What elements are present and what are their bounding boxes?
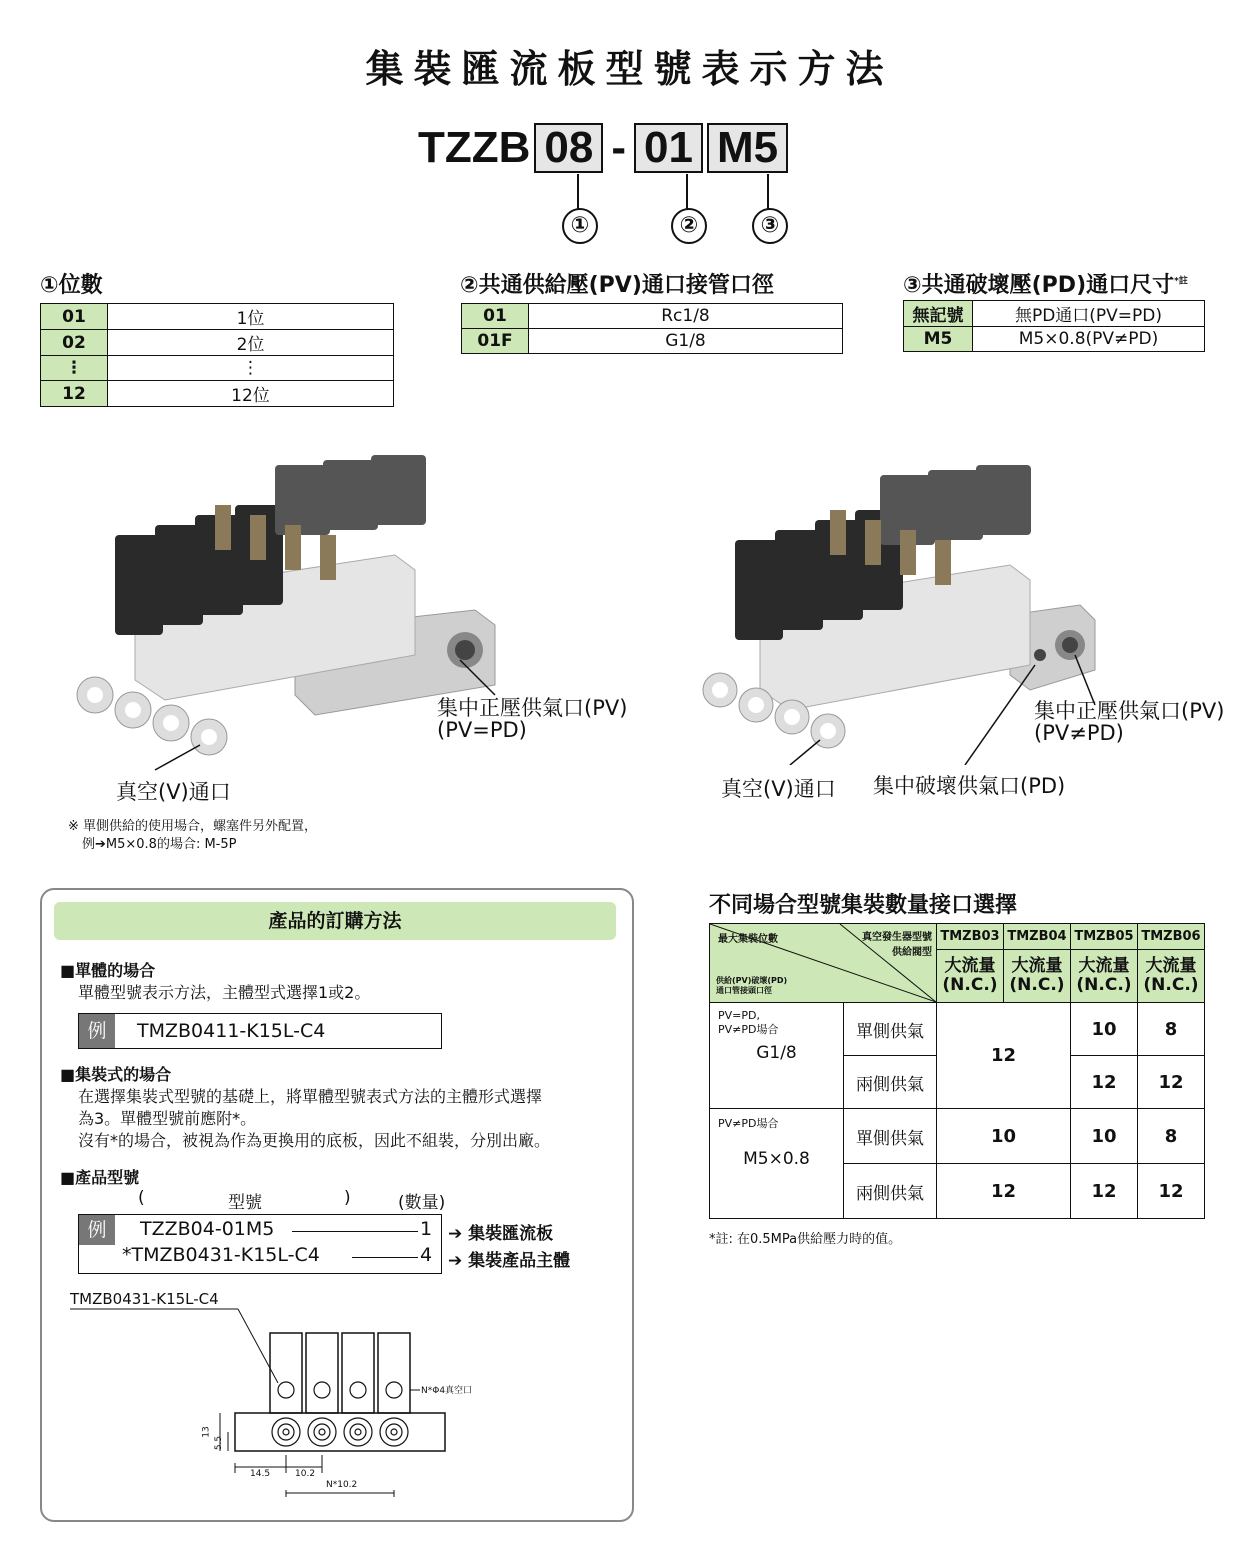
photo1-pv-text: 集中正壓供氣口(PV) xyxy=(437,696,628,720)
g2-double-06: 12 xyxy=(1138,1164,1205,1219)
model-part2-box: 01 xyxy=(634,123,703,173)
g1-cond1: PV=PD, xyxy=(718,1009,760,1022)
g2-cond: PV≠PD場合 xyxy=(718,1117,779,1130)
table-row xyxy=(41,304,394,330)
table-row xyxy=(904,327,1205,352)
selection-table xyxy=(709,923,1205,1219)
h-model-05: TMZB05 xyxy=(1071,924,1138,950)
g2-double-05: 12 xyxy=(1071,1164,1138,1219)
g2-size: M5×0.8 xyxy=(743,1149,810,1169)
flow-text: 大流量 xyxy=(1145,956,1197,977)
cell: ⋮ xyxy=(108,356,394,381)
section3-table xyxy=(903,300,1205,352)
nc-text: (N.C.) xyxy=(1009,975,1065,996)
photo2-pv-text: 集中正壓供氣口(PV) xyxy=(1034,699,1225,723)
col-model: 型號 xyxy=(228,1193,262,1213)
photo1-pv-label xyxy=(437,697,627,741)
order-s2-line1: 在選擇集裝式型號的基礎上，將單體型號表式方法的主體形式選擇 xyxy=(78,1087,543,1106)
section3-note-mark: *註 xyxy=(1174,276,1188,287)
cell: 02 xyxy=(41,330,108,356)
flow-06 xyxy=(1138,950,1205,1003)
col-open: ( xyxy=(138,1188,145,1208)
g1-double-05: 12 xyxy=(1071,1056,1138,1109)
table-row xyxy=(462,304,843,329)
order-s1-text: 單體型號表示方法，主體型式選擇1或2。 xyxy=(78,983,371,1002)
g2-single-0304: 10 xyxy=(937,1109,1071,1164)
photo2-vac-label: 真空(V)通口 xyxy=(721,777,836,801)
flow-text: 大流量 xyxy=(1078,956,1130,977)
h-model-04: TMZB04 xyxy=(1004,924,1071,950)
flow-03 xyxy=(937,950,1004,1003)
ex-row2-arrow: ➔ 集裝產品主體 xyxy=(448,1251,571,1271)
circle-2: ② xyxy=(671,208,707,244)
g1-single-06: 8 xyxy=(1138,1003,1205,1056)
g2-double-0304: 12 xyxy=(937,1164,1071,1219)
model-prefix: TZZB xyxy=(418,123,531,172)
technical-drawing xyxy=(70,1305,490,1505)
g1-double: 兩側供氣 xyxy=(844,1056,937,1109)
cell: 12 xyxy=(41,381,108,407)
drawing-label: TMZB0431-K15L-C4 xyxy=(70,1290,219,1308)
model-code xyxy=(418,122,788,174)
circle-3: ③ xyxy=(752,208,788,244)
order-s2-text xyxy=(78,1086,550,1152)
dim-5-5: 5.5 xyxy=(214,1435,225,1451)
cell: 01F xyxy=(462,329,529,354)
circle-1: ① xyxy=(562,208,598,244)
g1-cond-cell xyxy=(710,1003,844,1109)
photo1-vac-label: 真空(V)通口 xyxy=(116,780,231,804)
dim-vac-port: N*Φ4真空口 xyxy=(421,1386,473,1396)
page-title: 集裝匯流板型號表示方法 xyxy=(365,47,894,91)
flow-text: 大流量 xyxy=(944,956,996,977)
cell: 01 xyxy=(462,304,529,329)
example-label: 例 xyxy=(79,1014,115,1048)
table-row xyxy=(710,1109,1205,1164)
sel-note: *註: 在0.5MPa供給壓力時的值。 xyxy=(709,1232,902,1247)
h-valve-text: 供給閥型 xyxy=(892,947,932,958)
table-row xyxy=(41,356,394,381)
photo2-pd-label: 集中破壞供氣口(PD) xyxy=(873,774,1066,798)
table-row xyxy=(710,1003,1205,1056)
g2-single-06: 8 xyxy=(1138,1109,1205,1164)
ex-row1-line xyxy=(292,1231,418,1232)
h-model-03: TMZB03 xyxy=(937,924,1004,950)
flow-05 xyxy=(1071,950,1138,1003)
model-part1-box: 08 xyxy=(534,123,603,173)
ex-row1-qty: 1 xyxy=(420,1218,433,1240)
model-dash: - xyxy=(611,123,627,172)
g2-double: 兩側供氣 xyxy=(844,1164,937,1219)
flow-text: 大流量 xyxy=(1011,956,1063,977)
order-s2-line3: 沒有*的場合，被視為作為更換用的底板，因此不組裝，分別出廠。 xyxy=(78,1131,551,1150)
dim-13: 13 xyxy=(201,1426,212,1438)
photo2-pv-sub: (PV≠PD) xyxy=(1034,721,1124,745)
h-gen-text: 真空發生器型號 xyxy=(862,932,932,943)
h-max: 最大集裝位數 xyxy=(718,934,778,945)
g1-cond xyxy=(710,1003,843,1037)
ex-row2-model: *TMZB0431-K15L-C4 xyxy=(122,1244,320,1266)
g1-single: 單側供氣 xyxy=(844,1003,937,1056)
ex-row2-line xyxy=(352,1257,418,1258)
ex-row1-model: TZZB04-01M5 xyxy=(140,1218,275,1240)
cell: M5×0.8(PV≠PD) xyxy=(973,327,1205,352)
order-header: 產品的訂購方法 xyxy=(54,902,616,940)
table-row xyxy=(41,381,394,407)
g2-cond-cell xyxy=(710,1109,844,1219)
table-row xyxy=(710,924,1205,950)
cell: Rc1/8 xyxy=(529,304,843,329)
g2-single-05: 10 xyxy=(1071,1109,1138,1164)
cell: 2位 xyxy=(108,330,394,356)
g1-size: G1/8 xyxy=(756,1043,797,1063)
sel-corner-cell xyxy=(710,924,937,1003)
dim-14-5: 14.5 xyxy=(250,1469,271,1479)
h-port xyxy=(716,976,787,996)
model-part3-box: M5 xyxy=(707,123,788,173)
h-model-06: TMZB06 xyxy=(1138,924,1205,950)
cell: 無記號 xyxy=(904,301,973,327)
cell: G1/8 xyxy=(529,329,843,354)
col-close: ) xyxy=(344,1188,351,1208)
section2-table xyxy=(461,303,843,354)
g1-v0304: 12 xyxy=(937,1003,1071,1109)
order-s2-title: ■集裝式的場合 xyxy=(60,1065,172,1084)
order-s3-title: ■產品型號 xyxy=(60,1168,140,1187)
footnote-line1: ※ 單側供給的使用場合，螺塞件另外配置， xyxy=(68,819,318,834)
cell: M5 xyxy=(904,327,973,352)
table-row xyxy=(904,301,1205,327)
table-row xyxy=(462,329,843,354)
example-value: TMZB0411-K15L-C4 xyxy=(137,1020,326,1042)
g1-cond2: PV≠PD場合 xyxy=(718,1023,779,1036)
footnote-line2: 例➔M5×0.8的場合: M-5P xyxy=(82,837,237,852)
cell: 無PD通口(PV=PD) xyxy=(973,301,1205,327)
dim-10-2: 10.2 xyxy=(295,1469,316,1479)
h-gen xyxy=(862,928,932,958)
g1-single-05: 10 xyxy=(1071,1003,1138,1056)
photo1-pv-sub: (PV=PD) xyxy=(437,718,527,742)
cell: 01 xyxy=(41,304,108,330)
ex-row1-arrow: ➔ 集裝匯流板 xyxy=(448,1224,554,1244)
ex-row2-qty: 4 xyxy=(420,1244,433,1266)
section1-table xyxy=(40,303,394,407)
sel-title: 不同場合型號集裝數量接口選擇 xyxy=(709,893,1018,918)
example-label-2: 例 xyxy=(79,1215,115,1245)
order-s2-line2: 為3。單體型號前應附*。 xyxy=(78,1109,257,1128)
table-row xyxy=(41,330,394,356)
section1-title: ①位數 xyxy=(40,273,103,298)
dim-n-10-2: N*10.2 xyxy=(326,1480,358,1490)
order-s1-example xyxy=(78,1013,442,1049)
h-port-text: 供給(PV)破壞(PD) xyxy=(716,976,788,985)
cell: 12位 xyxy=(108,381,394,407)
footnote xyxy=(68,818,317,854)
cell: 1位 xyxy=(108,304,394,330)
photo2-pv-label xyxy=(1034,700,1224,744)
col-qty: (數量) xyxy=(398,1193,446,1213)
nc-text: (N.C.) xyxy=(942,975,998,996)
g1-double-06: 12 xyxy=(1138,1056,1205,1109)
section3-title-text: ③共通破壞壓(PD)通口尺寸 xyxy=(903,273,1175,298)
order-s1-title: ■單體的場合 xyxy=(60,961,156,980)
g2-single: 單側供氣 xyxy=(844,1109,937,1164)
nc-text: (N.C.) xyxy=(1076,975,1132,996)
section2-title: ②共通供給壓(PV)通口接管口徑 xyxy=(460,273,774,298)
h-port2-text: 通口管接頭口徑 xyxy=(716,986,772,995)
flow-04 xyxy=(1004,950,1071,1003)
nc-text: (N.C.) xyxy=(1143,975,1199,996)
section3-title xyxy=(903,268,1188,299)
cell: ⋮ xyxy=(41,356,108,381)
